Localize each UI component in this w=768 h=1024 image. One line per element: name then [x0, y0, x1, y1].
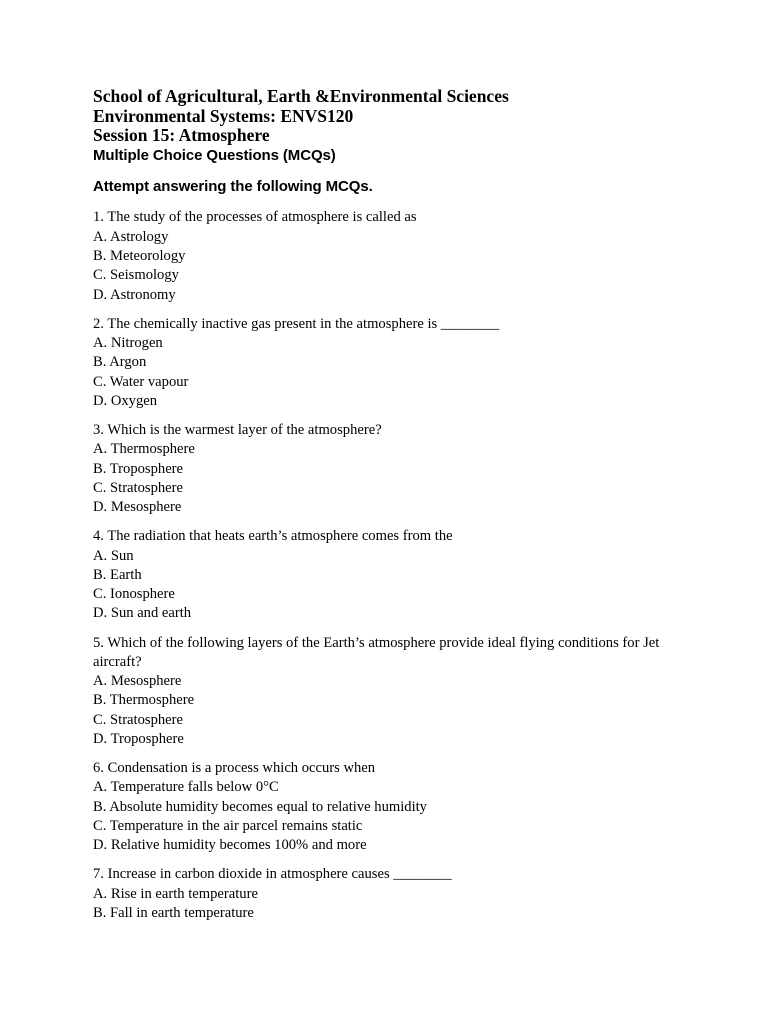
question-5 — [93, 634, 693, 750]
option-d: D. Astronomy — [93, 286, 176, 303]
option-a: A. Nitrogen — [93, 334, 163, 351]
question-7 — [93, 865, 693, 923]
question-1 — [93, 208, 693, 304]
option-b: B. Argon — [93, 354, 147, 371]
option-a: A. Rise in earth temperature — [93, 885, 258, 902]
instruction-text: Attempt answering the following MCQs. — [93, 178, 373, 196]
option-c: C. Stratosphere — [93, 479, 183, 496]
option-d: D. Oxygen — [93, 392, 158, 409]
option-d: D. Troposphere — [93, 730, 184, 747]
question-list — [93, 208, 693, 923]
option-b: B. Earth — [93, 566, 142, 583]
option-d: D. Sun and earth — [93, 605, 192, 622]
option-c: C. Seismology — [93, 267, 179, 284]
option-b: B. Thermosphere — [93, 692, 195, 709]
question-2 — [93, 315, 693, 411]
document-content — [93, 87, 693, 933]
option-d: D. Mesosphere — [93, 499, 182, 516]
option-d: D. Relative humidity becomes 100% and more — [93, 837, 367, 854]
option-c: C. Water vapour — [93, 373, 189, 390]
question-text: 2. The chemically inactive gas present in the atmosphere is ________ — [93, 315, 500, 332]
session-title: Session 15: Atmosphere — [93, 125, 270, 146]
question-3 — [93, 421, 693, 517]
option-b: B. Troposphere — [93, 460, 184, 477]
option-c: C. Ionosphere — [93, 586, 175, 603]
option-a: A. Astrology — [93, 228, 169, 245]
option-c: C. Stratosphere — [93, 711, 183, 728]
option-a: A. Mesosphere — [93, 673, 182, 690]
question-text: 5. Which of the following layers of the Earth’s atmosphere provide ideal flying conditions for Jet aircraft? — [93, 634, 660, 670]
school-name: School of Agricultural, Earth &Environmental Sciences — [93, 86, 509, 106]
option-b: B. Absolute humidity becomes equal to relative humidity — [93, 798, 427, 815]
course-title: Environmental Systems: ENVS120 — [93, 105, 354, 126]
option-c: C. Temperature in the air parcel remains static — [93, 817, 363, 834]
option-b: B. Meteorology — [93, 247, 186, 264]
question-text: 3. Which is the warmest layer of the atmosphere? — [93, 421, 382, 438]
question-6 — [93, 759, 693, 855]
question-text: 7. Increase in carbon dioxide in atmosphere causes ________ — [93, 866, 452, 883]
document-subtitle: Multiple Choice Questions (MCQs) — [93, 146, 336, 164]
document-header — [93, 87, 693, 165]
question-4 — [93, 527, 693, 623]
option-a: A. Sun — [93, 547, 134, 564]
option-a: A. Temperature falls below 0°C — [93, 779, 279, 796]
option-a: A. Thermosphere — [93, 441, 195, 458]
option-b: B. Fall in earth temperature — [93, 904, 254, 921]
question-text: 4. The radiation that heats earth’s atmosphere comes from the — [93, 528, 453, 545]
question-text: 6. Condensation is a process which occurs when — [93, 760, 376, 777]
question-text: 1. The study of the processes of atmosphere is called as — [93, 209, 417, 226]
